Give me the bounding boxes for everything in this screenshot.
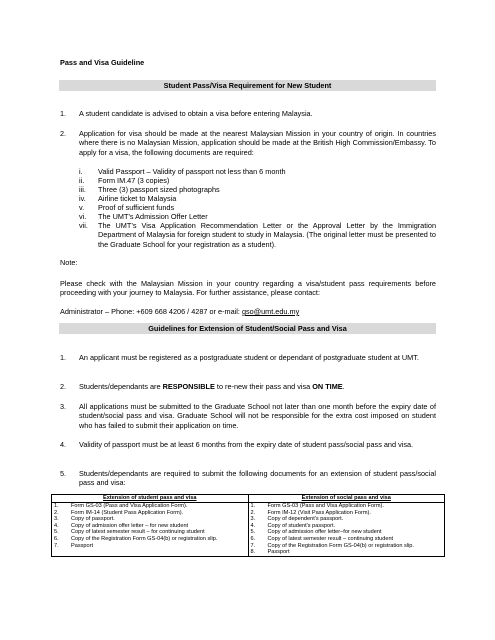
doc-roman: ii. bbox=[79, 176, 85, 185]
list-item-text: Form IM-12 (Visit Pass Application Form). bbox=[267, 509, 371, 516]
list-item: 1. Form GS-03 (Pass and Visa Application Form). bbox=[250, 503, 384, 509]
list-item: 8. Passport bbox=[250, 549, 290, 556]
item2-text: . bbox=[342, 382, 345, 391]
item-number: 1. bbox=[60, 109, 67, 118]
doc-roman: i. bbox=[79, 167, 83, 176]
doc-roman: vi. bbox=[79, 212, 87, 221]
contact-email-link[interactable]: gso@umt.edu.my bbox=[241, 307, 300, 316]
doc-item: Form IM.47 (3 copies) bbox=[98, 176, 170, 185]
section2-item3: All applications must be submitted to the Graduate School not later than one month before the expiry date of student/social pass and visa. Graduate School will not be responsible for the extra cost imposed on student who has failed to submit their application on time. bbox=[79, 402, 436, 430]
item-number: 3. bbox=[60, 402, 67, 411]
list-item: 6. Copy of the Registration Form GS-04(b) or registration slip. bbox=[54, 535, 218, 542]
section2-item5: Students/dependants are required to submit the following documents for an extension of student pass/social pass and visa: bbox=[79, 469, 436, 488]
list-item-text: Passport bbox=[71, 542, 94, 549]
section2-title: Guidelines for Extension of Student/Social Pass and Visa bbox=[148, 324, 347, 333]
list-item: 5. Copy of admission offer letter–for new student bbox=[250, 529, 382, 536]
table-row bbox=[52, 503, 445, 557]
note-text: Please check with the Malaysian Mission in your country regarding a visa/student pass requirements before proceeding with your journey to Malaysia. For further assistance, please contact: bbox=[60, 279, 436, 298]
doc-roman: iv. bbox=[79, 194, 86, 203]
section1-item2: Application for visa should be made at the nearest Malaysian Mission in your country of origin. In countries where there is no Malaysian Mission, application should be made at the British High Commission/Embassy. To apply for a visa, the following documents are required: bbox=[79, 129, 436, 157]
list-item: 3. Copy of dependent's passport. bbox=[250, 516, 344, 523]
list-item-text: Passport bbox=[267, 549, 290, 556]
list-item-text: Copy of the Registration Form GS-04(b) or registration slip. bbox=[71, 535, 218, 542]
section2-item4: Validity of passport must be at least 6 months from the expiry date of student pass/social pass and visa. bbox=[79, 440, 414, 449]
list-item: 7. Copy of the Registration Form GS-04(b) or registration slip. bbox=[250, 542, 414, 549]
extension-documents-table bbox=[51, 494, 445, 557]
item2-emphasis: ON TIME bbox=[312, 382, 343, 391]
section1-title: Student Pass/Visa Requirement for New Student bbox=[163, 81, 332, 90]
list-item: 5. Copy of latest semester result – for continuing student bbox=[54, 529, 205, 536]
doc-roman: v. bbox=[79, 203, 85, 212]
list-item-text: Copy of latest semester result – for continuing student bbox=[71, 529, 205, 536]
section2-item2 bbox=[79, 382, 345, 391]
list-item-text: Copy of latest semester result – continuing student bbox=[267, 535, 394, 542]
list-item-text: Copy of admission offer letter – for new student bbox=[71, 522, 189, 529]
item-number: 5. bbox=[60, 469, 67, 478]
list-item: 3. Copy of passport. bbox=[54, 516, 115, 523]
table-header-social: Extension of social pass and visa bbox=[248, 495, 445, 503]
list-item: 6. Copy of latest semester result – continuing student bbox=[250, 535, 394, 542]
list-item: 7. Passport bbox=[54, 542, 94, 549]
list-item: 1. Form GS-03 (Pass and Visa Application Form). bbox=[54, 503, 188, 509]
item2-text: to re-new their pass and visa bbox=[214, 382, 313, 391]
doc-item: Airline ticket to Malaysia bbox=[98, 194, 177, 203]
item2-text: Students/dependants are bbox=[79, 382, 163, 391]
list-item-text: Copy of passport. bbox=[71, 516, 115, 523]
item-number: 2. bbox=[60, 129, 67, 138]
table-header-row bbox=[52, 495, 445, 503]
list-item-text: Form IM-14 (Student Pass Application Form). bbox=[71, 509, 184, 516]
note-label: Note: bbox=[60, 258, 78, 267]
doc-item: The UMT’s Admission Offer Letter bbox=[98, 212, 208, 221]
document-heading: Pass and Visa Guideline bbox=[60, 58, 145, 67]
doc-roman: vii. bbox=[79, 221, 88, 230]
list-item-text: Form GS-03 (Pass and Visa Application Form). bbox=[267, 503, 384, 509]
list-item-text: Form GS-03 (Pass and Visa Application Form). bbox=[71, 503, 188, 509]
section2-banner bbox=[59, 323, 436, 334]
section2-item1: An applicant must be registered as a postgraduate student or dependant of postgraduate student at UMT. bbox=[79, 353, 419, 362]
list-item-text: Copy of the Registration Form GS-04(b) or registration slip. bbox=[267, 542, 414, 549]
item-number: 1. bbox=[60, 353, 67, 362]
section1-banner bbox=[59, 80, 436, 91]
item2-emphasis: RESPONSIBLE bbox=[162, 382, 215, 391]
table-header-student: Extension of student pass and visa bbox=[52, 495, 249, 503]
student-pass-column bbox=[52, 503, 249, 557]
doc-item: Valid Passport – Validity of passport not less than 6 month bbox=[98, 167, 286, 176]
section1-item1: A student candidate is advised to obtain a visa before entering Malaysia. bbox=[79, 109, 313, 118]
list-item: 4. Copy of admission offer letter – for new student bbox=[54, 522, 189, 529]
doc-item: Proof of sufficient funds bbox=[98, 203, 175, 212]
list-item: 4. Copy of student's passport. bbox=[250, 522, 336, 529]
contact-line bbox=[60, 307, 299, 316]
list-item: 2. Form IM-14 (Student Pass Application Form). bbox=[54, 509, 184, 516]
social-pass-column bbox=[248, 503, 445, 557]
doc-item: Three (3) passport sized photographs bbox=[98, 185, 220, 194]
list-item: 2. Form IM-12 (Visit Pass Application Form). bbox=[250, 509, 371, 516]
item-number: 4. bbox=[60, 440, 67, 449]
item-number: 2. bbox=[60, 382, 67, 391]
contact-prefix: Administrator – Phone: +609 668 4206 / 4287 or e-mail: bbox=[60, 307, 242, 316]
list-item-text: Copy of student's passport. bbox=[267, 522, 336, 529]
doc-item: The UMT’s Visa Application Recommendation Letter or the Approval Letter by the Immigration Department of Malaysia for foreign student to study in Malaysia. (The original letter must be presented to the Graduate School for your registration as a student). bbox=[98, 221, 436, 249]
list-item-text: Copy of admission offer letter–for new student bbox=[267, 529, 382, 536]
list-item-text: Copy of dependent's passport. bbox=[267, 516, 344, 523]
doc-roman: iii. bbox=[79, 185, 86, 194]
